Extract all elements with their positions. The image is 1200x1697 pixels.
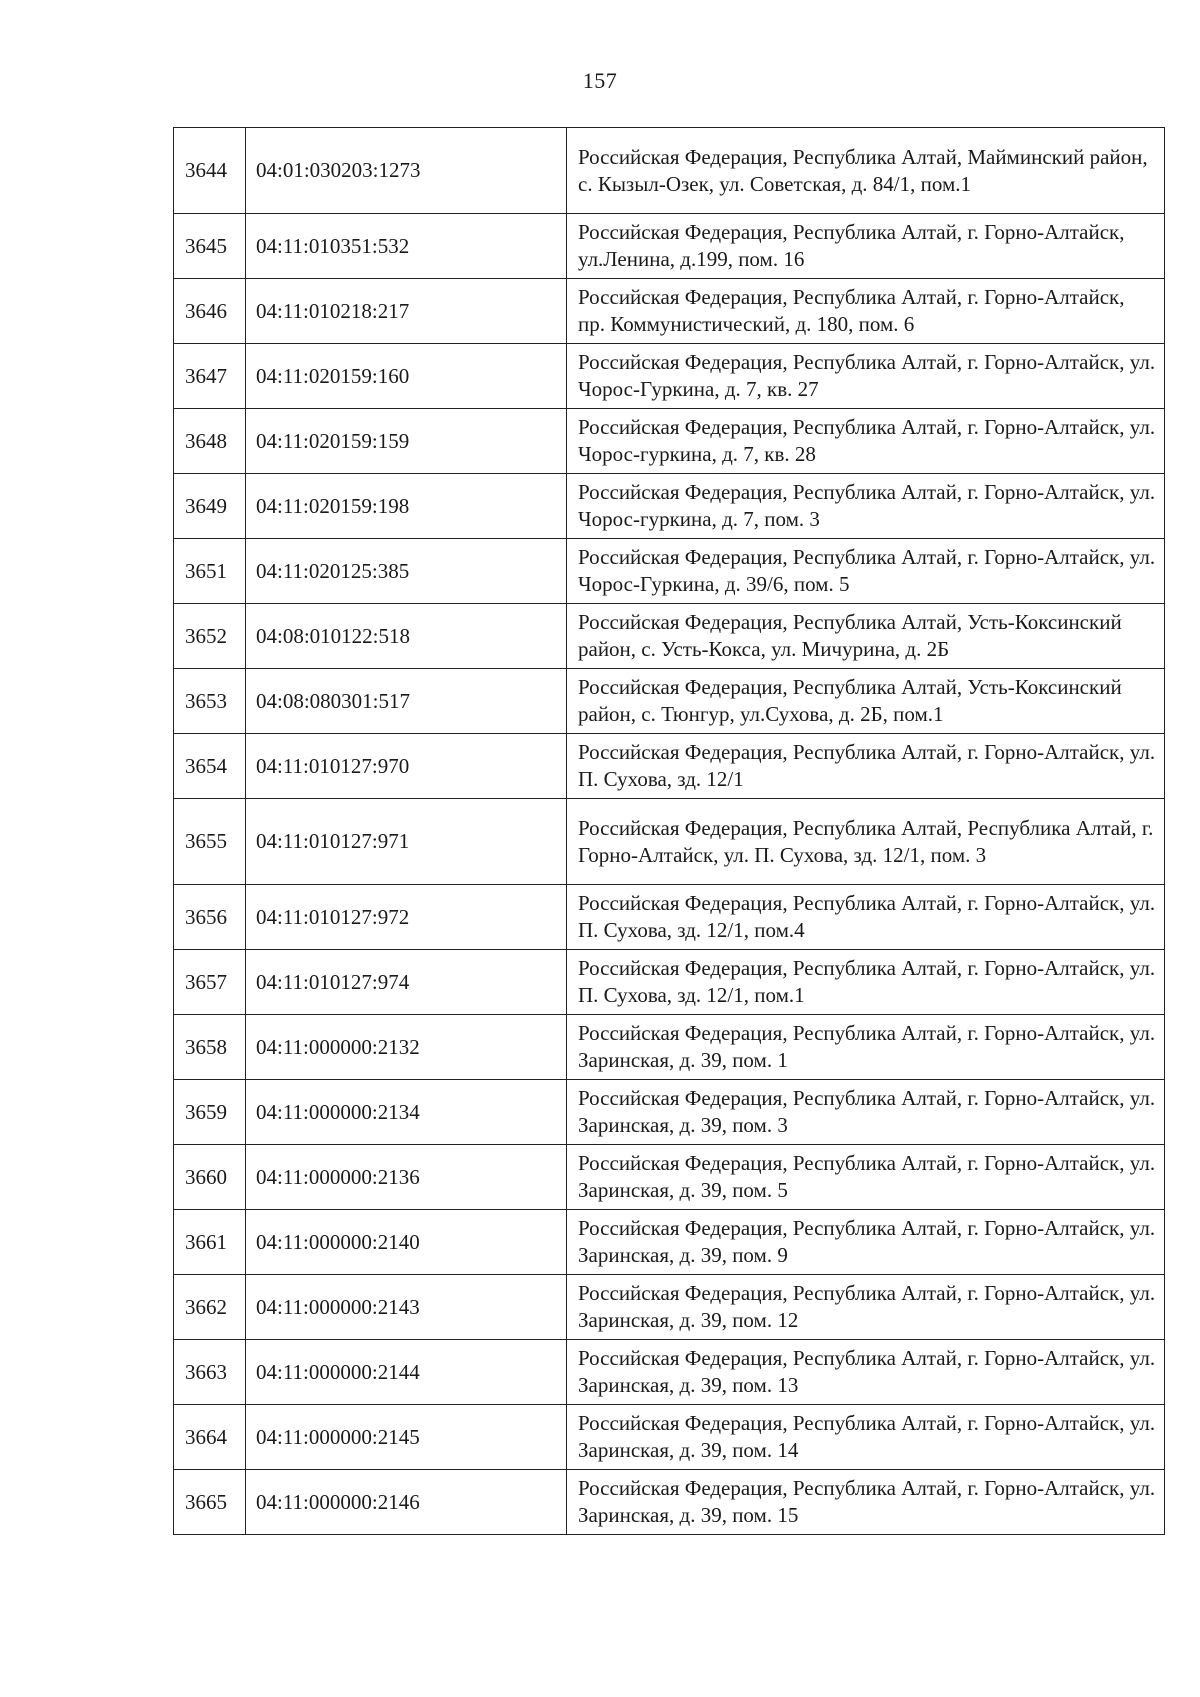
table-row xyxy=(174,1210,1165,1275)
row-number-cell: 3647 xyxy=(174,344,246,409)
address-cell: Российская Федерация, Республика Алтай, Республика Алтай, г. Горно-Алтайск, ул. П. Сухова, зд. 12/1, пом. 3 xyxy=(567,799,1165,885)
address-cell: Российская Федерация, Республика Алтай, г. Горно-Алтайск, ул. Заринская, д. 39, пом. 12 xyxy=(567,1275,1165,1340)
cadastral-number-cell: 04:11:020159:198 xyxy=(246,474,567,539)
table-row xyxy=(174,1470,1165,1535)
cadastral-number-cell: 04:11:020159:159 xyxy=(246,409,567,474)
cadastral-number-cell: 04:11:010127:974 xyxy=(246,950,567,1015)
table-row xyxy=(174,474,1165,539)
address-cell: Российская Федерация, Республика Алтай, г. Горно-Алтайск, ул. Заринская, д. 39, пом. 1 xyxy=(567,1015,1165,1080)
row-number-cell: 3651 xyxy=(174,539,246,604)
table-row xyxy=(174,409,1165,474)
table-row xyxy=(174,344,1165,409)
cadastral-number-cell: 04:11:010218:217 xyxy=(246,279,567,344)
row-number-cell: 3658 xyxy=(174,1015,246,1080)
table-row xyxy=(174,1080,1165,1145)
cadastral-number-cell: 04:11:000000:2144 xyxy=(246,1340,567,1405)
cadastral-number-cell: 04:11:010127:972 xyxy=(246,885,567,950)
cadastral-number-cell: 04:11:010351:532 xyxy=(246,214,567,279)
cadastral-number-cell: 04:11:000000:2140 xyxy=(246,1210,567,1275)
cadastral-number-cell: 04:11:000000:2145 xyxy=(246,1405,567,1470)
cadastral-number-cell: 04:08:010122:518 xyxy=(246,604,567,669)
table-row xyxy=(174,799,1165,885)
address-cell: Российская Федерация, Республика Алтай, г. Горно-Алтайск, ул. Заринская, д. 39, пом. 3 xyxy=(567,1080,1165,1145)
table-row xyxy=(174,279,1165,344)
property-registry-table xyxy=(173,127,1165,1535)
address-cell: Российская Федерация, Республика Алтай, г. Горно-Алтайск, ул. П. Сухова, зд. 12/1, пом.1 xyxy=(567,950,1165,1015)
row-number-cell: 3649 xyxy=(174,474,246,539)
row-number-cell: 3652 xyxy=(174,604,246,669)
cadastral-number-cell: 04:11:020125:385 xyxy=(246,539,567,604)
row-number-cell: 3646 xyxy=(174,279,246,344)
row-number-cell: 3665 xyxy=(174,1470,246,1535)
address-cell: Российская Федерация, Республика Алтай, Усть-Коксинский район, с. Усть-Кокса, ул. Мичурина, д. 2Б xyxy=(567,604,1165,669)
address-cell: Российская Федерация, Республика Алтай, г. Горно-Алтайск, ул. Заринская, д. 39, пом. 13 xyxy=(567,1340,1165,1405)
cadastral-number-cell: 04:11:000000:2134 xyxy=(246,1080,567,1145)
cadastral-number-cell: 04:11:000000:2136 xyxy=(246,1145,567,1210)
address-cell: Российская Федерация, Республика Алтай, г. Горно-Алтайск, ул. П. Сухова, зд. 12/1 xyxy=(567,734,1165,799)
table-row xyxy=(174,214,1165,279)
cadastral-number-cell: 04:11:000000:2146 xyxy=(246,1470,567,1535)
cadastral-number-cell: 04:11:010127:971 xyxy=(246,799,567,885)
row-number-cell: 3656 xyxy=(174,885,246,950)
address-cell: Российская Федерация, Республика Алтай, г. Горно-Алтайск, ул. Чорос-Гуркина, д. 7, кв. 27 xyxy=(567,344,1165,409)
address-cell: Российская Федерация, Республика Алтай, г. Горно-Алтайск, ул. Заринская, д. 39, пом. 5 xyxy=(567,1145,1165,1210)
address-cell: Российская Федерация, Республика Алтай, г. Горно-Алтайск, ул. Чорос-гуркина, д. 7, кв. 28 xyxy=(567,409,1165,474)
cadastral-number-cell: 04:11:020159:160 xyxy=(246,344,567,409)
cadastral-number-cell: 04:11:010127:970 xyxy=(246,734,567,799)
table-row xyxy=(174,1275,1165,1340)
cadastral-number-cell: 04:01:030203:1273 xyxy=(246,128,567,214)
cadastral-number-cell: 04:11:000000:2143 xyxy=(246,1275,567,1340)
row-number-cell: 3662 xyxy=(174,1275,246,1340)
address-cell: Российская Федерация, Республика Алтай, г. Горно-Алтайск, ул. Заринская, д. 39, пом. 14 xyxy=(567,1405,1165,1470)
table-row xyxy=(174,950,1165,1015)
address-cell: Российская Федерация, Республика Алтай, г. Горно-Алтайск, ул.Ленина, д.199, пом. 16 xyxy=(567,214,1165,279)
address-cell: Российская Федерация, Республика Алтай, Усть-Коксинский район, с. Тюнгур, ул.Сухова, д. 2Б, пом.1 xyxy=(567,669,1165,734)
row-number-cell: 3659 xyxy=(174,1080,246,1145)
table-row xyxy=(174,1405,1165,1470)
page-number: 157 xyxy=(582,68,618,93)
address-cell: Российская Федерация, Республика Алтай, г. Горно-Алтайск, пр. Коммунистический, д. 180, пом. 6 xyxy=(567,279,1165,344)
table-row xyxy=(174,1340,1165,1405)
address-cell: Российская Федерация, Республика Алтай, г. Горно-Алтайск, ул. Чорос-Гуркина, д. 39/6, пом. 5 xyxy=(567,539,1165,604)
cadastral-number-cell: 04:11:000000:2132 xyxy=(246,1015,567,1080)
row-number-cell: 3661 xyxy=(174,1210,246,1275)
table-row xyxy=(174,604,1165,669)
table-row xyxy=(174,1145,1165,1210)
row-number-cell: 3655 xyxy=(174,799,246,885)
table-row xyxy=(174,539,1165,604)
registry-table-body xyxy=(174,128,1165,1535)
address-cell: Российская Федерация, Республика Алтай, г. Горно-Алтайск, ул. Чорос-гуркина, д. 7, пом. 3 xyxy=(567,474,1165,539)
row-number-cell: 3645 xyxy=(174,214,246,279)
row-number-cell: 3654 xyxy=(174,734,246,799)
row-number-cell: 3653 xyxy=(174,669,246,734)
table-row xyxy=(174,669,1165,734)
row-number-cell: 3664 xyxy=(174,1405,246,1470)
table-row xyxy=(174,128,1165,214)
address-cell: Российская Федерация, Республика Алтай, г. Горно-Алтайск, ул. П. Сухова, зд. 12/1, пом.4 xyxy=(567,885,1165,950)
table-row xyxy=(174,734,1165,799)
row-number-cell: 3660 xyxy=(174,1145,246,1210)
table-row xyxy=(174,885,1165,950)
row-number-cell: 3648 xyxy=(174,409,246,474)
row-number-cell: 3644 xyxy=(174,128,246,214)
cadastral-number-cell: 04:08:080301:517 xyxy=(246,669,567,734)
row-number-cell: 3657 xyxy=(174,950,246,1015)
address-cell: Российская Федерация, Республика Алтай, Майминский район, с. Кызыл-Озек, ул. Советская, д. 84/1, пом.1 xyxy=(567,128,1165,214)
address-cell: Российская Федерация, Республика Алтай, г. Горно-Алтайск, ул. Заринская, д. 39, пом. 9 xyxy=(567,1210,1165,1275)
row-number-cell: 3663 xyxy=(174,1340,246,1405)
address-cell: Российская Федерация, Республика Алтай, г. Горно-Алтайск, ул. Заринская, д. 39, пом. 15 xyxy=(567,1470,1165,1535)
table-row xyxy=(174,1015,1165,1080)
